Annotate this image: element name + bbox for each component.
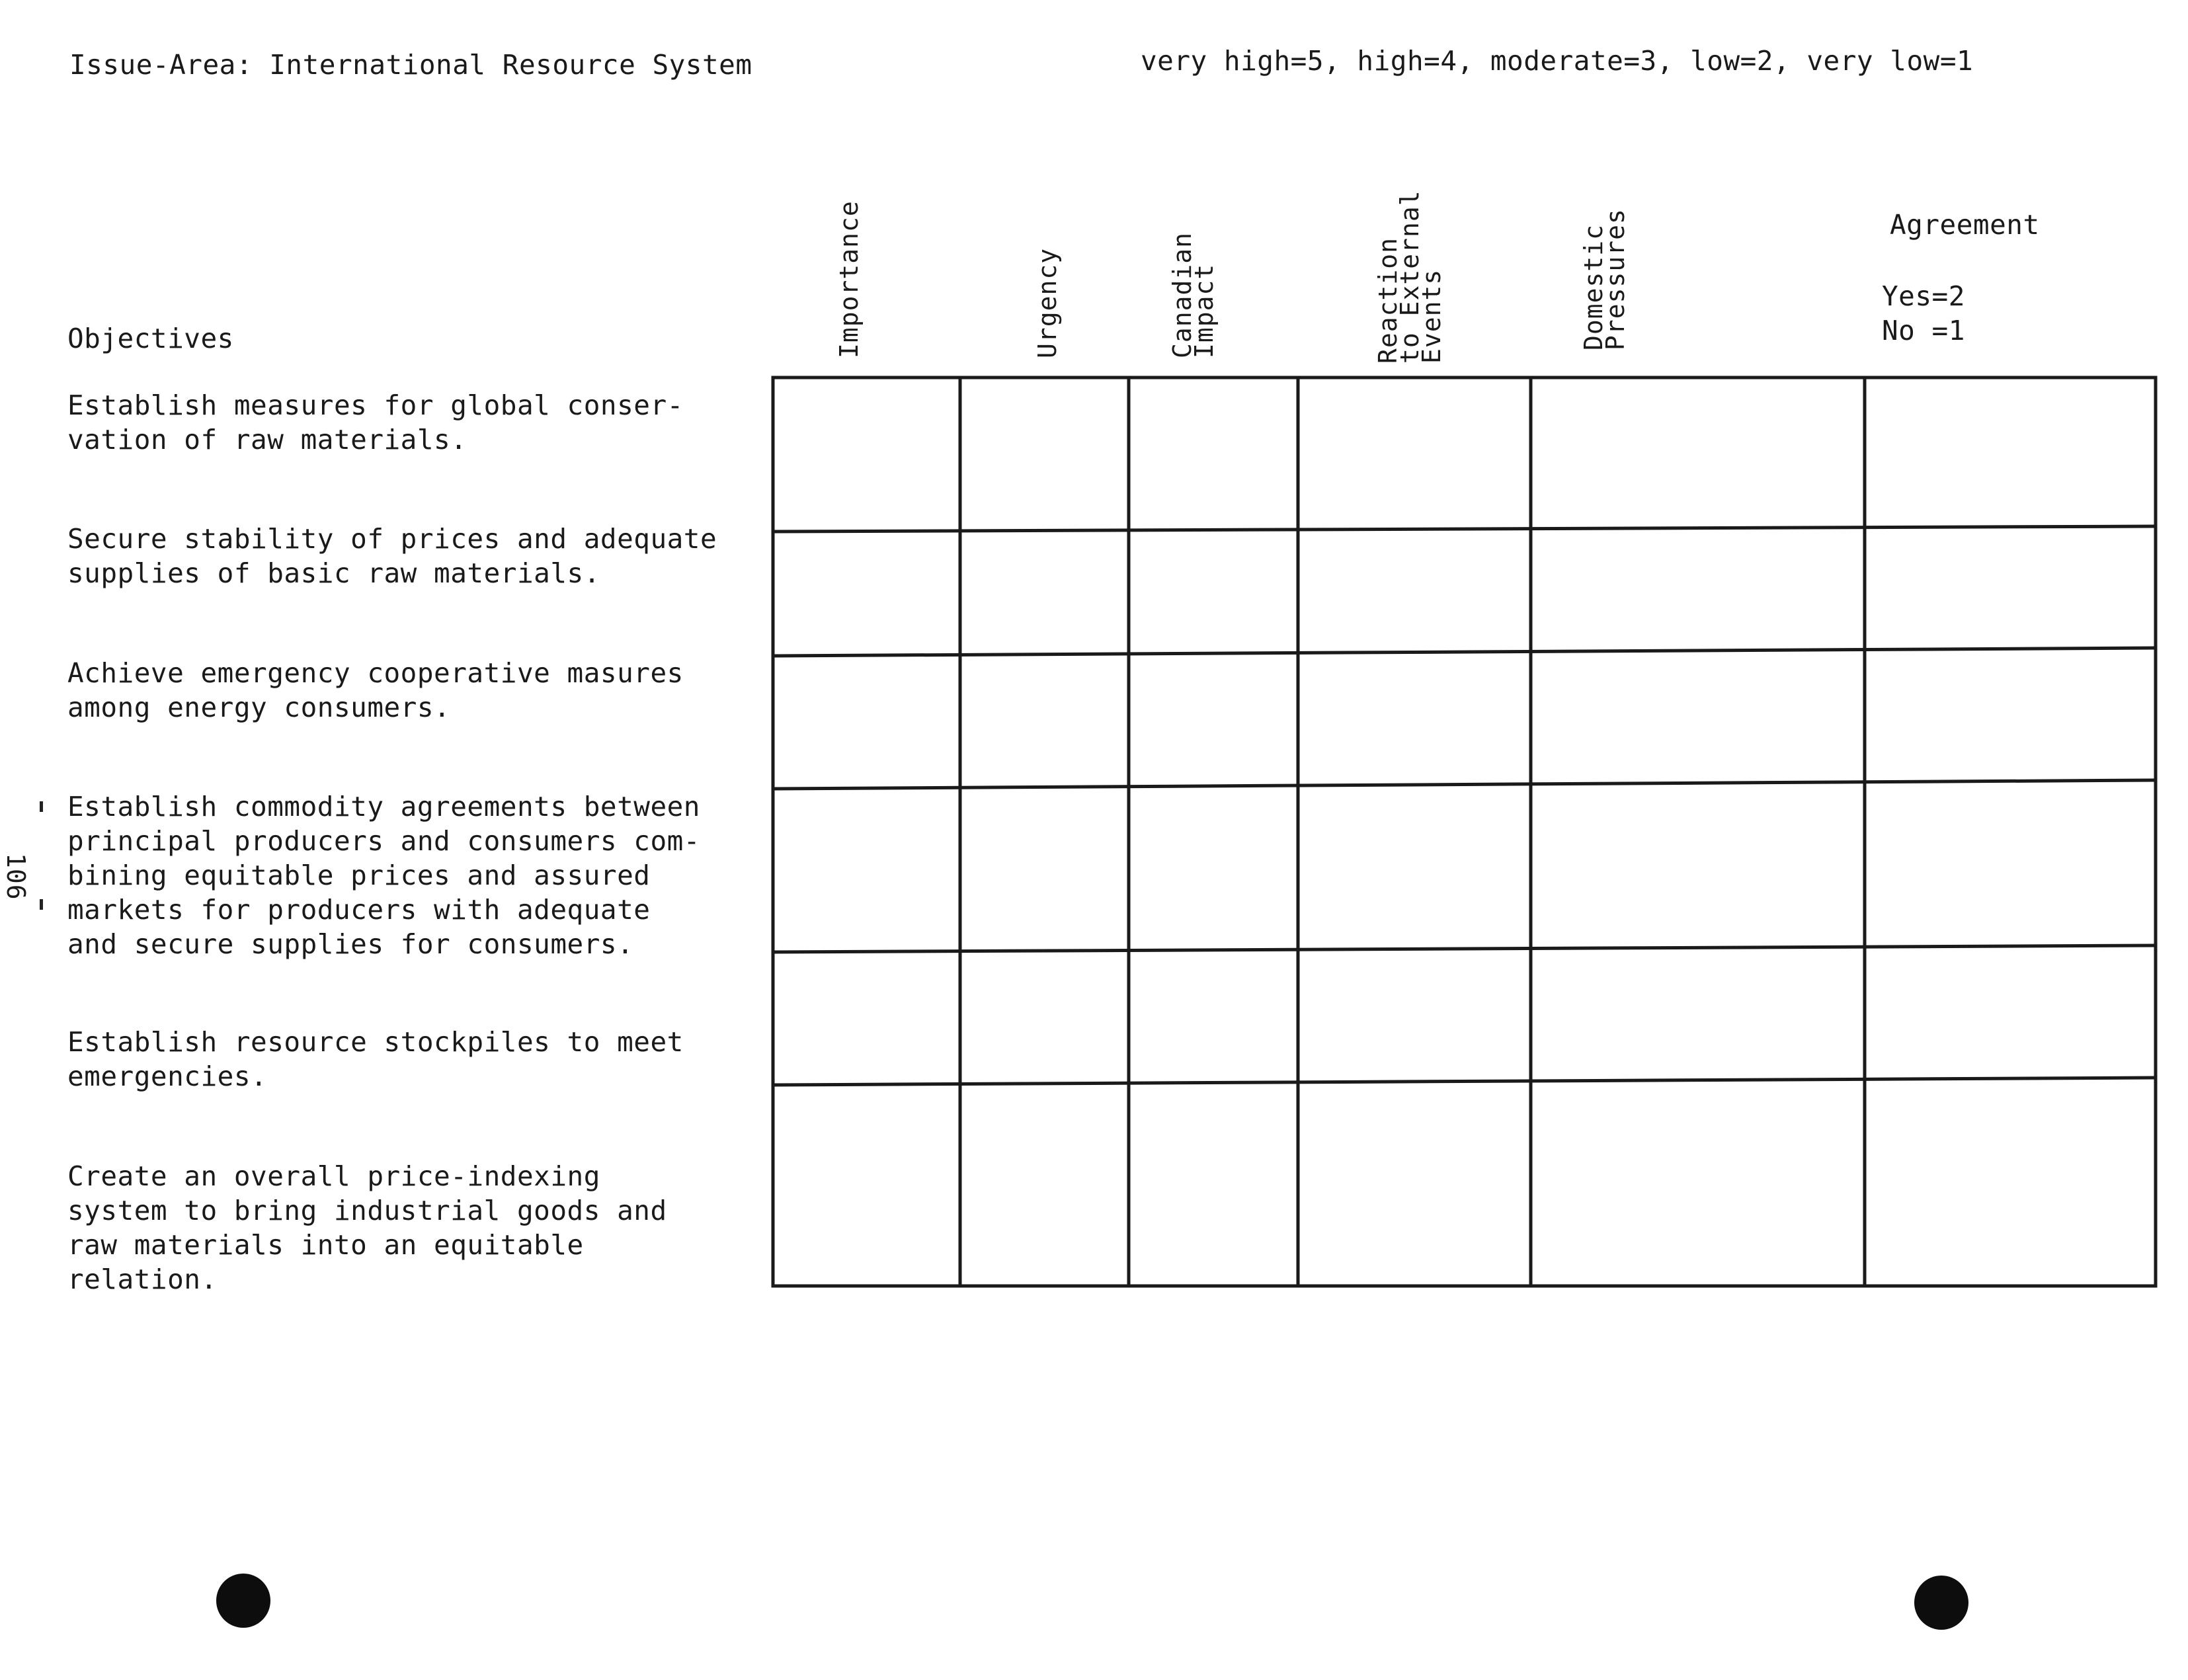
column-header-urgency: Urgency xyxy=(1033,247,1062,358)
agreement-yes-value: Yes=2 xyxy=(1882,280,1965,312)
issue-area-title: Issue-Area: International Resource System xyxy=(69,49,752,81)
objective-item: Secure stability of prices and adequate supplies of basic raw materials. xyxy=(67,523,717,589)
punch-hole xyxy=(216,1574,270,1628)
objective-item: Establish commodity agreements between principal producers and consumers com- bining equitable prices and assured markets for producers with adequate and secure supplies for consumers. xyxy=(67,791,700,960)
margin-tick xyxy=(40,899,43,910)
column-header-agreement: Agreement xyxy=(1890,209,2040,241)
grid-row-divider xyxy=(773,526,2156,532)
grid-row-divider xyxy=(773,1078,2156,1085)
column-header-reaction-external-events: Reaction to External Events xyxy=(1373,190,1446,364)
column-header-domestic-pressures: Domestic Pressures xyxy=(1579,208,1630,350)
grid-row-divider xyxy=(773,648,2156,656)
grid-row-divider xyxy=(773,780,2156,789)
rating-scale-legend: very high=5, high=4, moderate=3, low=2, very low=1 xyxy=(1141,45,1974,77)
margin-tick xyxy=(40,801,43,812)
grid-row-divider xyxy=(773,945,2156,952)
objective-item: Achieve emergency cooperative masures among energy consumers. xyxy=(67,657,684,723)
punch-hole xyxy=(1914,1576,1968,1630)
column-header-importance: Importance xyxy=(834,200,864,358)
objectives-heading: Objectives xyxy=(67,323,234,354)
objective-item: Establish measures for global conser- vation of raw materials. xyxy=(67,389,684,456)
column-header-canadian-impact: Canadian Impact xyxy=(1168,231,1219,358)
agreement-no-value: No =1 xyxy=(1882,315,1965,346)
objective-item: Create an overall price-indexing system to bring industrial goods and raw materials into an equitable relation. xyxy=(67,1160,667,1295)
page-number: 106 xyxy=(1,853,30,900)
objective-item: Establish resource stockpiles to meet emergencies. xyxy=(67,1026,684,1092)
grid-border xyxy=(773,378,2156,1286)
